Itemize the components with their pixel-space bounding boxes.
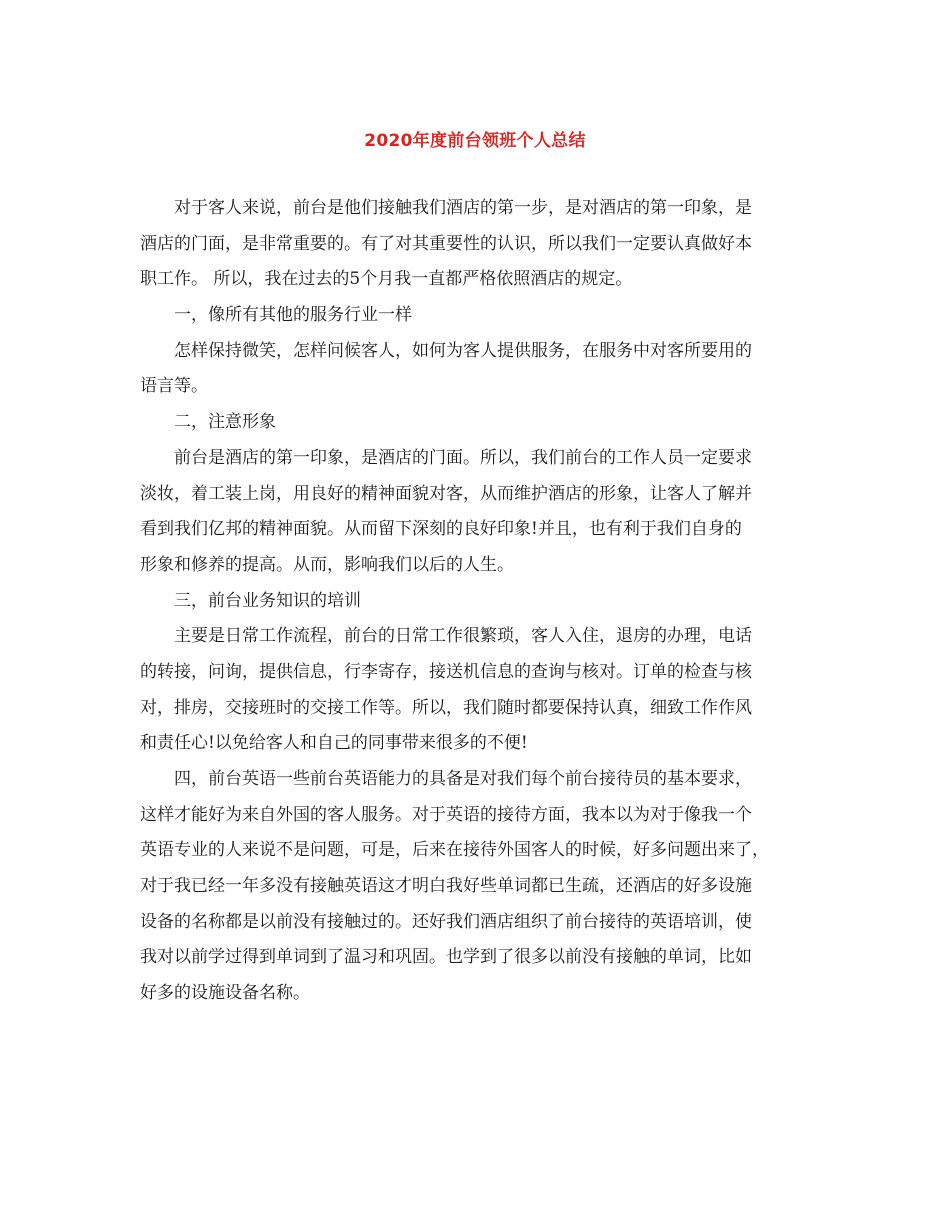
text-line: 四，前台英语一些前台英语能力的具备是对我们每个前台接待员的基本要求， bbox=[174, 769, 752, 789]
text-line: 的转接，问询，提供信息，行李寄存，接送机信息的查询与核对。订单的检查与核 bbox=[140, 661, 752, 682]
text-line: 对于我已经一年多没有接触英语这才明白我好些单词都已生疏，还酒店的好多设施 bbox=[140, 876, 752, 897]
text-line: 三，前台业务知识的培训 bbox=[174, 590, 361, 611]
text-line: 前台是酒店的第一印象，是酒店的门面。所以，我们前台的工作人员一定要求 bbox=[174, 447, 752, 468]
text-line: 设备的名称都是以前没有接触过的。还好我们酒店组织了前台接待的英语培训，使 bbox=[140, 911, 752, 932]
text-line: 形象和修养的提高。从而，影响我们以后的人生。 bbox=[140, 554, 514, 575]
text-line: 英语专业的人来说不是问题，可是，后来在接待外国客人的时候，好多问题出来了， bbox=[140, 840, 769, 861]
text-line: 好多的设施设备名称。 bbox=[140, 983, 310, 1004]
text-line: 和责任心!以免给客人和自己的同事带来很多的不便! bbox=[140, 733, 528, 754]
text-line: 我对以前学过得到单词到了温习和巩固。也学到了很多以前没有接触的单词，比如 bbox=[140, 947, 752, 968]
text-line: 这样才能好为来自外国的客人服务。对于英语的接待方面，我本以为对于像我一个 bbox=[140, 804, 752, 825]
text-line: 一，像所有其他的服务行业一样 bbox=[174, 305, 412, 326]
text-line: 看到我们亿邦的精神面貌。从而留下深刻的良好印象!并且，也有利于我们自身的 bbox=[140, 519, 742, 540]
text-line: 对于客人来说，前台是他们接触我们酒店的第一步，是对酒店的第一印象，是 bbox=[174, 198, 752, 218]
text-line: 职工作。 所以，我在过去的5个月我一直都严格依照酒店的规定。 bbox=[140, 269, 633, 290]
document-body bbox=[140, 191, 820, 1012]
document-title: 2020年度前台领班个人总结 bbox=[364, 131, 586, 151]
text-line: 对，排房，交接班时的交接工作等。所以，我们随时都要保持认真，细致工作作风 bbox=[140, 697, 752, 718]
text-line: 酒店的门面，是非常重要的。有了对其重要性的认识，所以我们一定要认真做好本 bbox=[140, 233, 752, 254]
text-line: 怎样保持微笑，怎样问候客人，如何为客人提供服务，在服务中对客所要用的 bbox=[174, 340, 752, 361]
text-line: 主要是日常工作流程，前台的日常工作很繁琐，客人入住，退房的办理，电话 bbox=[174, 626, 752, 647]
text-line: 淡妆，着工装上岗，用良好的精神面貌对客，从而维护酒店的形象，让客人了解并 bbox=[140, 483, 752, 504]
text-line: 二，注意形象 bbox=[174, 412, 276, 433]
text-line: 语言等。 bbox=[140, 376, 208, 397]
